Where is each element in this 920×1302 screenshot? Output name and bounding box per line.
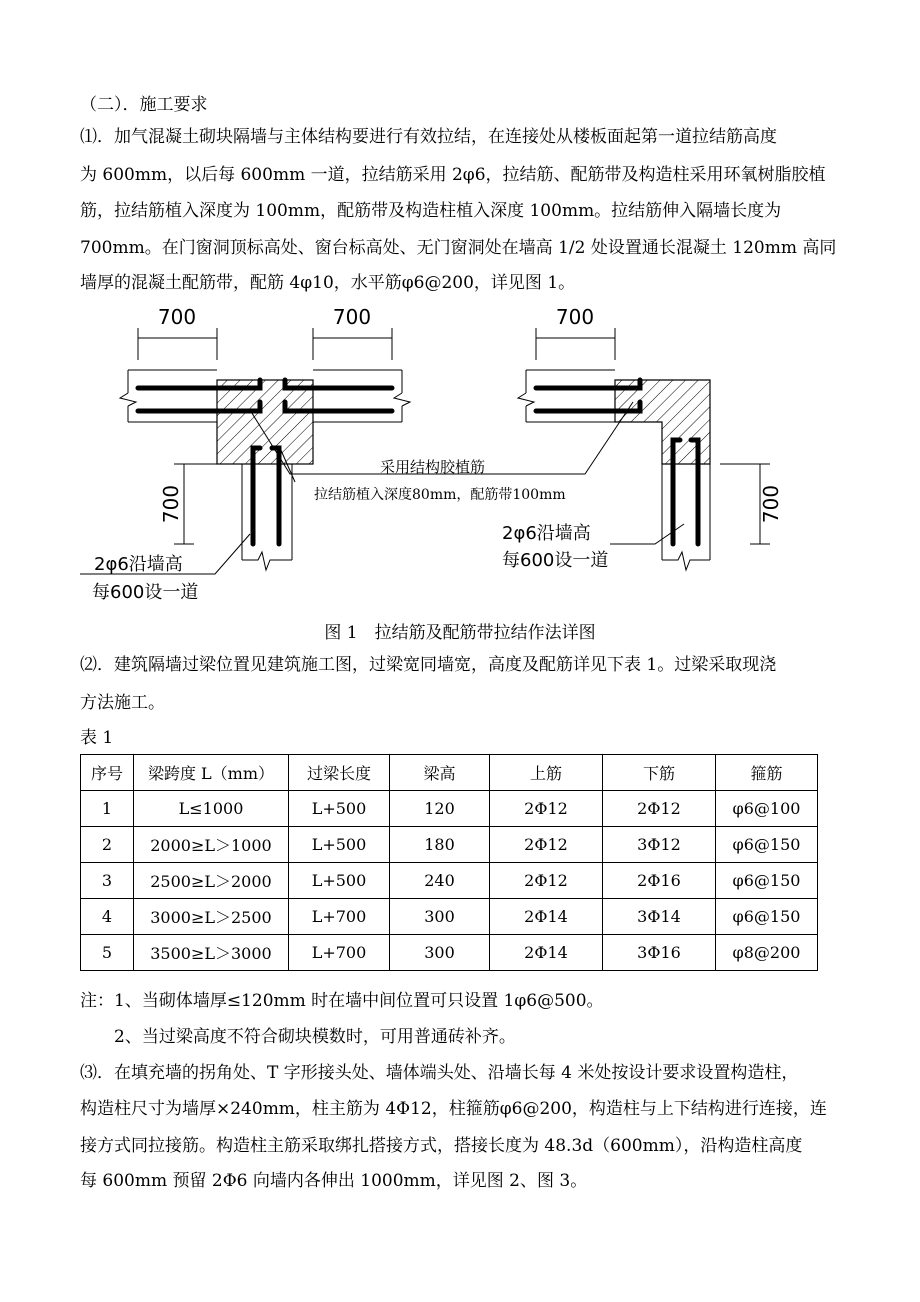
- dimension-label: 700: [157, 305, 197, 329]
- table-cell: 3: [81, 863, 134, 899]
- header-cell: 梁跨度 L（mm）: [134, 755, 289, 791]
- table-cell: φ6@150: [716, 863, 818, 899]
- table-cell: 2Φ12: [603, 791, 716, 827]
- para1-line: 筋，拉结筋植入深度为 100mm，配筋带及构造柱植入深度 100mm。拉结筋伸入隔墙长度为: [80, 201, 782, 221]
- table-cell: 2Φ12: [490, 791, 603, 827]
- table-cell: 2Φ14: [490, 899, 603, 935]
- table-cell: 3Φ14: [603, 899, 716, 935]
- table-cell: 2Φ16: [603, 863, 716, 899]
- table-cell: 2Φ12: [490, 863, 603, 899]
- break-line: [242, 552, 292, 570]
- left-detail: [80, 328, 410, 574]
- table-cell: 3Φ16: [603, 935, 716, 971]
- break-line: [518, 393, 534, 406]
- table-cell: L+500: [289, 863, 390, 899]
- table-cell: 5: [81, 935, 134, 971]
- section-heading: （二）．施工要求: [80, 95, 208, 115]
- table-row: [81, 935, 818, 971]
- header-cell: 下筋: [603, 755, 716, 791]
- annotation-depth: 拉结筋植入深度80mm，配筋带100mm: [314, 487, 566, 503]
- table-row: [81, 899, 818, 935]
- table-cell: L+700: [289, 899, 390, 935]
- para1-line: 700mm。在门窗洞顶标高处、窗台标高处、无门窗洞处在墙高 1/2 处设置通长混凝土 120mm 高同: [80, 238, 837, 258]
- table-cell: 180: [390, 827, 490, 863]
- table-cell: φ8@200: [716, 935, 818, 971]
- break-line: [120, 393, 136, 406]
- table-row: [81, 791, 818, 827]
- para1-line: 为 600mm，以后每 600mm 一道，拉结筋采用 2φ6，拉结筋、配筋带及构造柱采用环氧树脂胶植: [80, 165, 826, 185]
- table-cell: L≤1000: [134, 791, 289, 827]
- table-cell: 2500≥L＞2000: [134, 863, 289, 899]
- para2-line: 方法施工。: [80, 693, 165, 713]
- table-cell: 3Φ12: [603, 827, 716, 863]
- header-cell: 上筋: [490, 755, 603, 791]
- right-note-line1: 2φ6沿墙高: [502, 523, 591, 544]
- para3-line: ⑶．在填充墙的拐角处、T 字形接头处、墙体端头处、沿墙长每 4 米处按设计要求设置构造柱，: [80, 1063, 799, 1083]
- dimension-label: 700: [159, 484, 183, 524]
- table-cell: L+700: [289, 935, 390, 971]
- table-cell: 300: [390, 899, 490, 935]
- table-note: 注：1、当砌体墙厚≤120mm 时在墙中间位置可只设置 1φ6@500。: [80, 991, 604, 1011]
- table-cell: 2000≥L＞1000: [134, 827, 289, 863]
- para3-line: 每 600mm 预留 2Φ6 向墙内各伸出 1000mm，详见图 2、图 3。: [80, 1171, 588, 1191]
- para1-line: 墙厚的混凝土配筋带，配筋 4φ10，水平筋φ6@200，详见图 1。: [80, 273, 576, 293]
- concrete-column: [217, 380, 313, 464]
- table-cell: L+500: [289, 791, 390, 827]
- table-note: 2、当过梁高度不符合砌块模数时，可用普通砖补齐。: [80, 1027, 516, 1047]
- dimension-label: 700: [332, 305, 372, 329]
- table-cell: 4: [81, 899, 134, 935]
- table-row: [81, 863, 818, 899]
- header-cell: 箍筋: [716, 755, 818, 791]
- table-cell: 2: [81, 827, 134, 863]
- table-cell: φ6@150: [716, 899, 818, 935]
- right-note-line2: 每600设一道: [502, 550, 609, 571]
- break-line: [662, 552, 710, 570]
- table-cell: 240: [390, 863, 490, 899]
- para2-line: ⑵．建筑隔墙过梁位置见建筑施工图，过梁宽同墙宽，高度及配筋详见下表 1。过梁采取现浇: [80, 655, 777, 675]
- table-cell: 2Φ14: [490, 935, 603, 971]
- left-note-line2: 每600设一道: [92, 582, 199, 603]
- table-title: 表 1: [80, 728, 114, 748]
- para1-line: ⑴．加气混凝土砌块隔墙与主体结构要进行有效拉结，在连接处从楼板面起第一道拉结筋高度: [80, 127, 777, 147]
- dimension-label: 700: [555, 305, 595, 329]
- header-cell: 梁高: [390, 755, 490, 791]
- table-cell: 1: [81, 791, 134, 827]
- table-header-row: [81, 755, 818, 791]
- table-cell: 300: [390, 935, 490, 971]
- break-line: [394, 393, 410, 406]
- table-cell: φ6@150: [716, 827, 818, 863]
- beam-table: [80, 754, 818, 971]
- annotation-glue: 采用结构胶植筋: [380, 458, 486, 476]
- left-note-line1: 2φ6沿墙高: [94, 554, 183, 575]
- header-cell: 序号: [81, 755, 134, 791]
- para3-line: 接方式同拉接筋。构造柱主筋采取绑扎搭接方式，搭接长度为 48.3d（600mm），沿构造柱高度: [80, 1136, 803, 1156]
- table-cell: 3000≥L＞2500: [134, 899, 289, 935]
- table-cell: L+500: [289, 827, 390, 863]
- header-cell: 过梁长度: [289, 755, 390, 791]
- table-row: [81, 827, 818, 863]
- table-cell: 120: [390, 791, 490, 827]
- dimension-label: 700: [759, 484, 783, 524]
- table-cell: 3500≥L＞3000: [134, 935, 289, 971]
- figure-1-drawing: [80, 298, 840, 610]
- para3-line: 构造柱尺寸为墙厚×240mm，柱主筋为 4Φ12，柱箍筋φ6@200，构造柱与上下结构进行连接，连: [80, 1099, 827, 1119]
- table-cell: 2Φ12: [490, 827, 603, 863]
- table-cell: φ6@100: [716, 791, 818, 827]
- figure-caption: 图 1 拉结筋及配筋带拉结作法详图: [324, 623, 596, 643]
